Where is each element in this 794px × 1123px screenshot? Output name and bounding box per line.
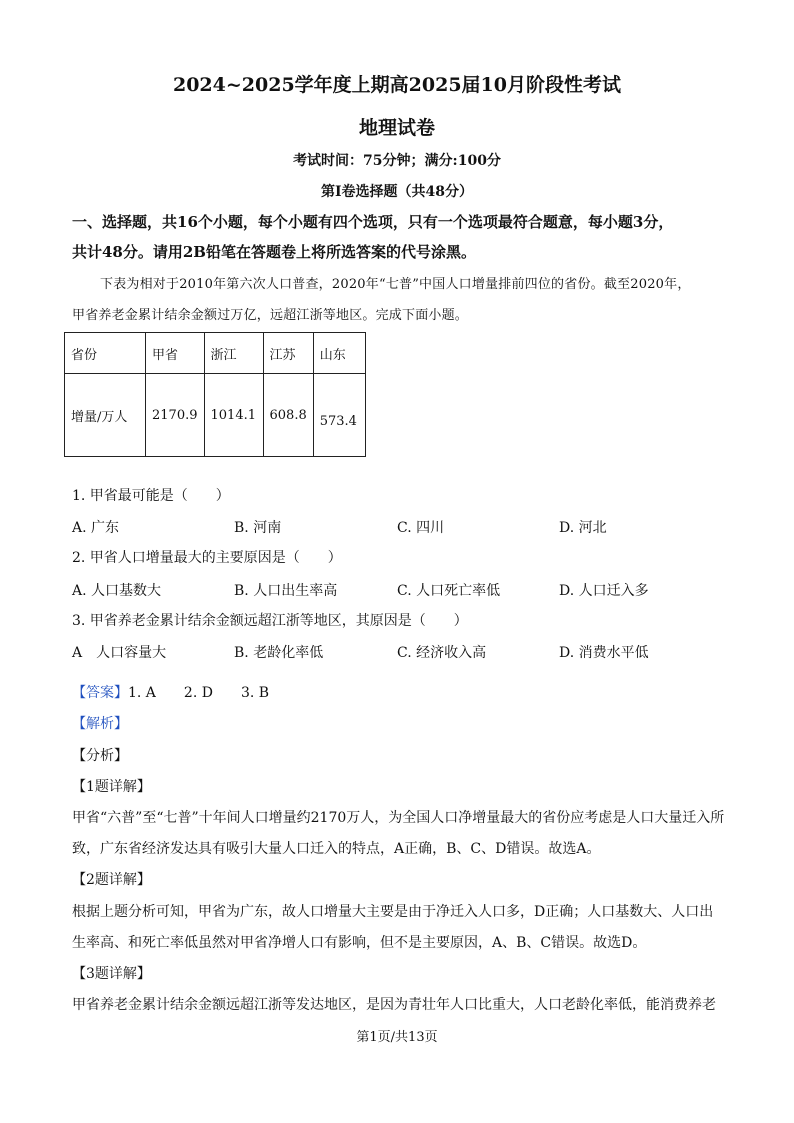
answer-values: 1. A 2. D 3. B	[128, 685, 270, 701]
subject-title: 地理试卷	[358, 117, 435, 139]
table-cell: 573.4	[313, 374, 365, 457]
question-2-option-a[interactable]: A. 人口基数大	[72, 583, 162, 599]
question-2-option-b[interactable]: B. 人口出生率高	[234, 583, 338, 599]
question-1-option-d[interactable]: D. 河北	[559, 520, 607, 536]
table-cell: 1014.1	[204, 374, 263, 457]
answer-line	[72, 683, 732, 703]
question-2-stem: 2. 甲省人口增量最大的主要原因是（ ）	[72, 550, 342, 566]
instructions-line-2: 共计48分。请用2B铅笔在答题卷上将所选答案的代号涂黑。	[72, 243, 476, 261]
table-row	[65, 374, 366, 457]
table-header-row	[65, 333, 366, 374]
question-3-option-c[interactable]: C. 经济收入高	[397, 645, 487, 661]
q2-detail-line-1: 根据上题分析可知，甲省为广东，故人口增量大主要是由于净迁入人口多，D正确；人口基数大、人口出	[72, 904, 714, 920]
page-number: 第1页/共13页	[356, 1030, 438, 1045]
table-cell: 省份	[65, 333, 146, 374]
question-1-option-c[interactable]: C. 四川	[397, 520, 445, 536]
q2-detail-label: 【2题详解】	[72, 872, 151, 888]
population-table	[64, 332, 366, 457]
table-cell: 2170.9	[146, 374, 205, 457]
table-cell: 增量/万人	[65, 374, 146, 457]
question-3-option-a[interactable]: A 人口容量大	[72, 645, 167, 661]
question-3-option-b[interactable]: B. 老龄化率低	[234, 645, 324, 661]
intro-line-1: 下表为相对于2010年第六次人口普查，2020年“七普”中国人口增量排前四位的省份。截至2020年，	[100, 277, 691, 292]
instructions-line-1: 一、选择题，共16个小题，每个小题有四个选项，只有一个选项最符合题意，每小题3分，	[72, 213, 674, 231]
fenxi-label: 【分析】	[72, 748, 128, 764]
table-cell: 江苏	[263, 333, 313, 374]
table-cell: 山东	[313, 333, 365, 374]
q1-detail-line-1: 甲省“六普”至“七普”十年间人口增量约2170万人，为全国人口净增量最大的省份应考虑是人口大量迁入所	[72, 810, 725, 826]
question-1-stem: 1. 甲省最可能是（ ）	[72, 488, 230, 504]
question-2-option-d[interactable]: D. 人口迁入多	[559, 583, 649, 599]
q3-detail-line-1: 甲省养老金累计结余金额远超江浙等发达地区，是因为青壮年人口比重大，人口老龄化率低，能消费养老	[72, 997, 716, 1013]
answer-label: 【答案】	[72, 685, 128, 701]
q1-detail-line-2: 致，广东省经济发达具有吸引大量人口迁入的特点，A正确，B、C、D错误。故选A。	[72, 841, 601, 857]
analysis-label: 【解析】	[72, 716, 128, 732]
q3-detail-label: 【3题详解】	[72, 966, 151, 982]
q1-detail-label: 【1题详解】	[72, 779, 151, 795]
question-1-option-a[interactable]: A. 广东	[72, 520, 120, 536]
q2-detail-line-2: 生率高、和死亡率低虽然对甲省净增人口有影响，但不是主要原因，A、B、C错误。故选D。	[72, 935, 647, 951]
question-3-stem: 3. 甲省养老金累计结余金额远超江浙等地区，其原因是（ ）	[72, 613, 468, 629]
table-cell: 甲省	[146, 333, 205, 374]
exam-info: 考试时间：75分钟；满分:100分	[293, 153, 501, 169]
table-cell: 浙江	[204, 333, 263, 374]
exam-title: 2024~2025学年度上期高2025届10月阶段性考试	[172, 74, 621, 96]
question-1-option-b[interactable]: B. 河南	[234, 520, 282, 536]
intro-line-2: 甲省养老金累计结余金额过万亿，远超江浙等地区。完成下面小题。	[72, 308, 469, 323]
section-title: 第I卷选择题（共48分）	[320, 184, 474, 200]
question-2-option-c[interactable]: C. 人口死亡率低	[397, 583, 501, 599]
question-3-option-d[interactable]: D. 消费水平低	[559, 645, 649, 661]
table-cell: 608.8	[263, 374, 313, 457]
